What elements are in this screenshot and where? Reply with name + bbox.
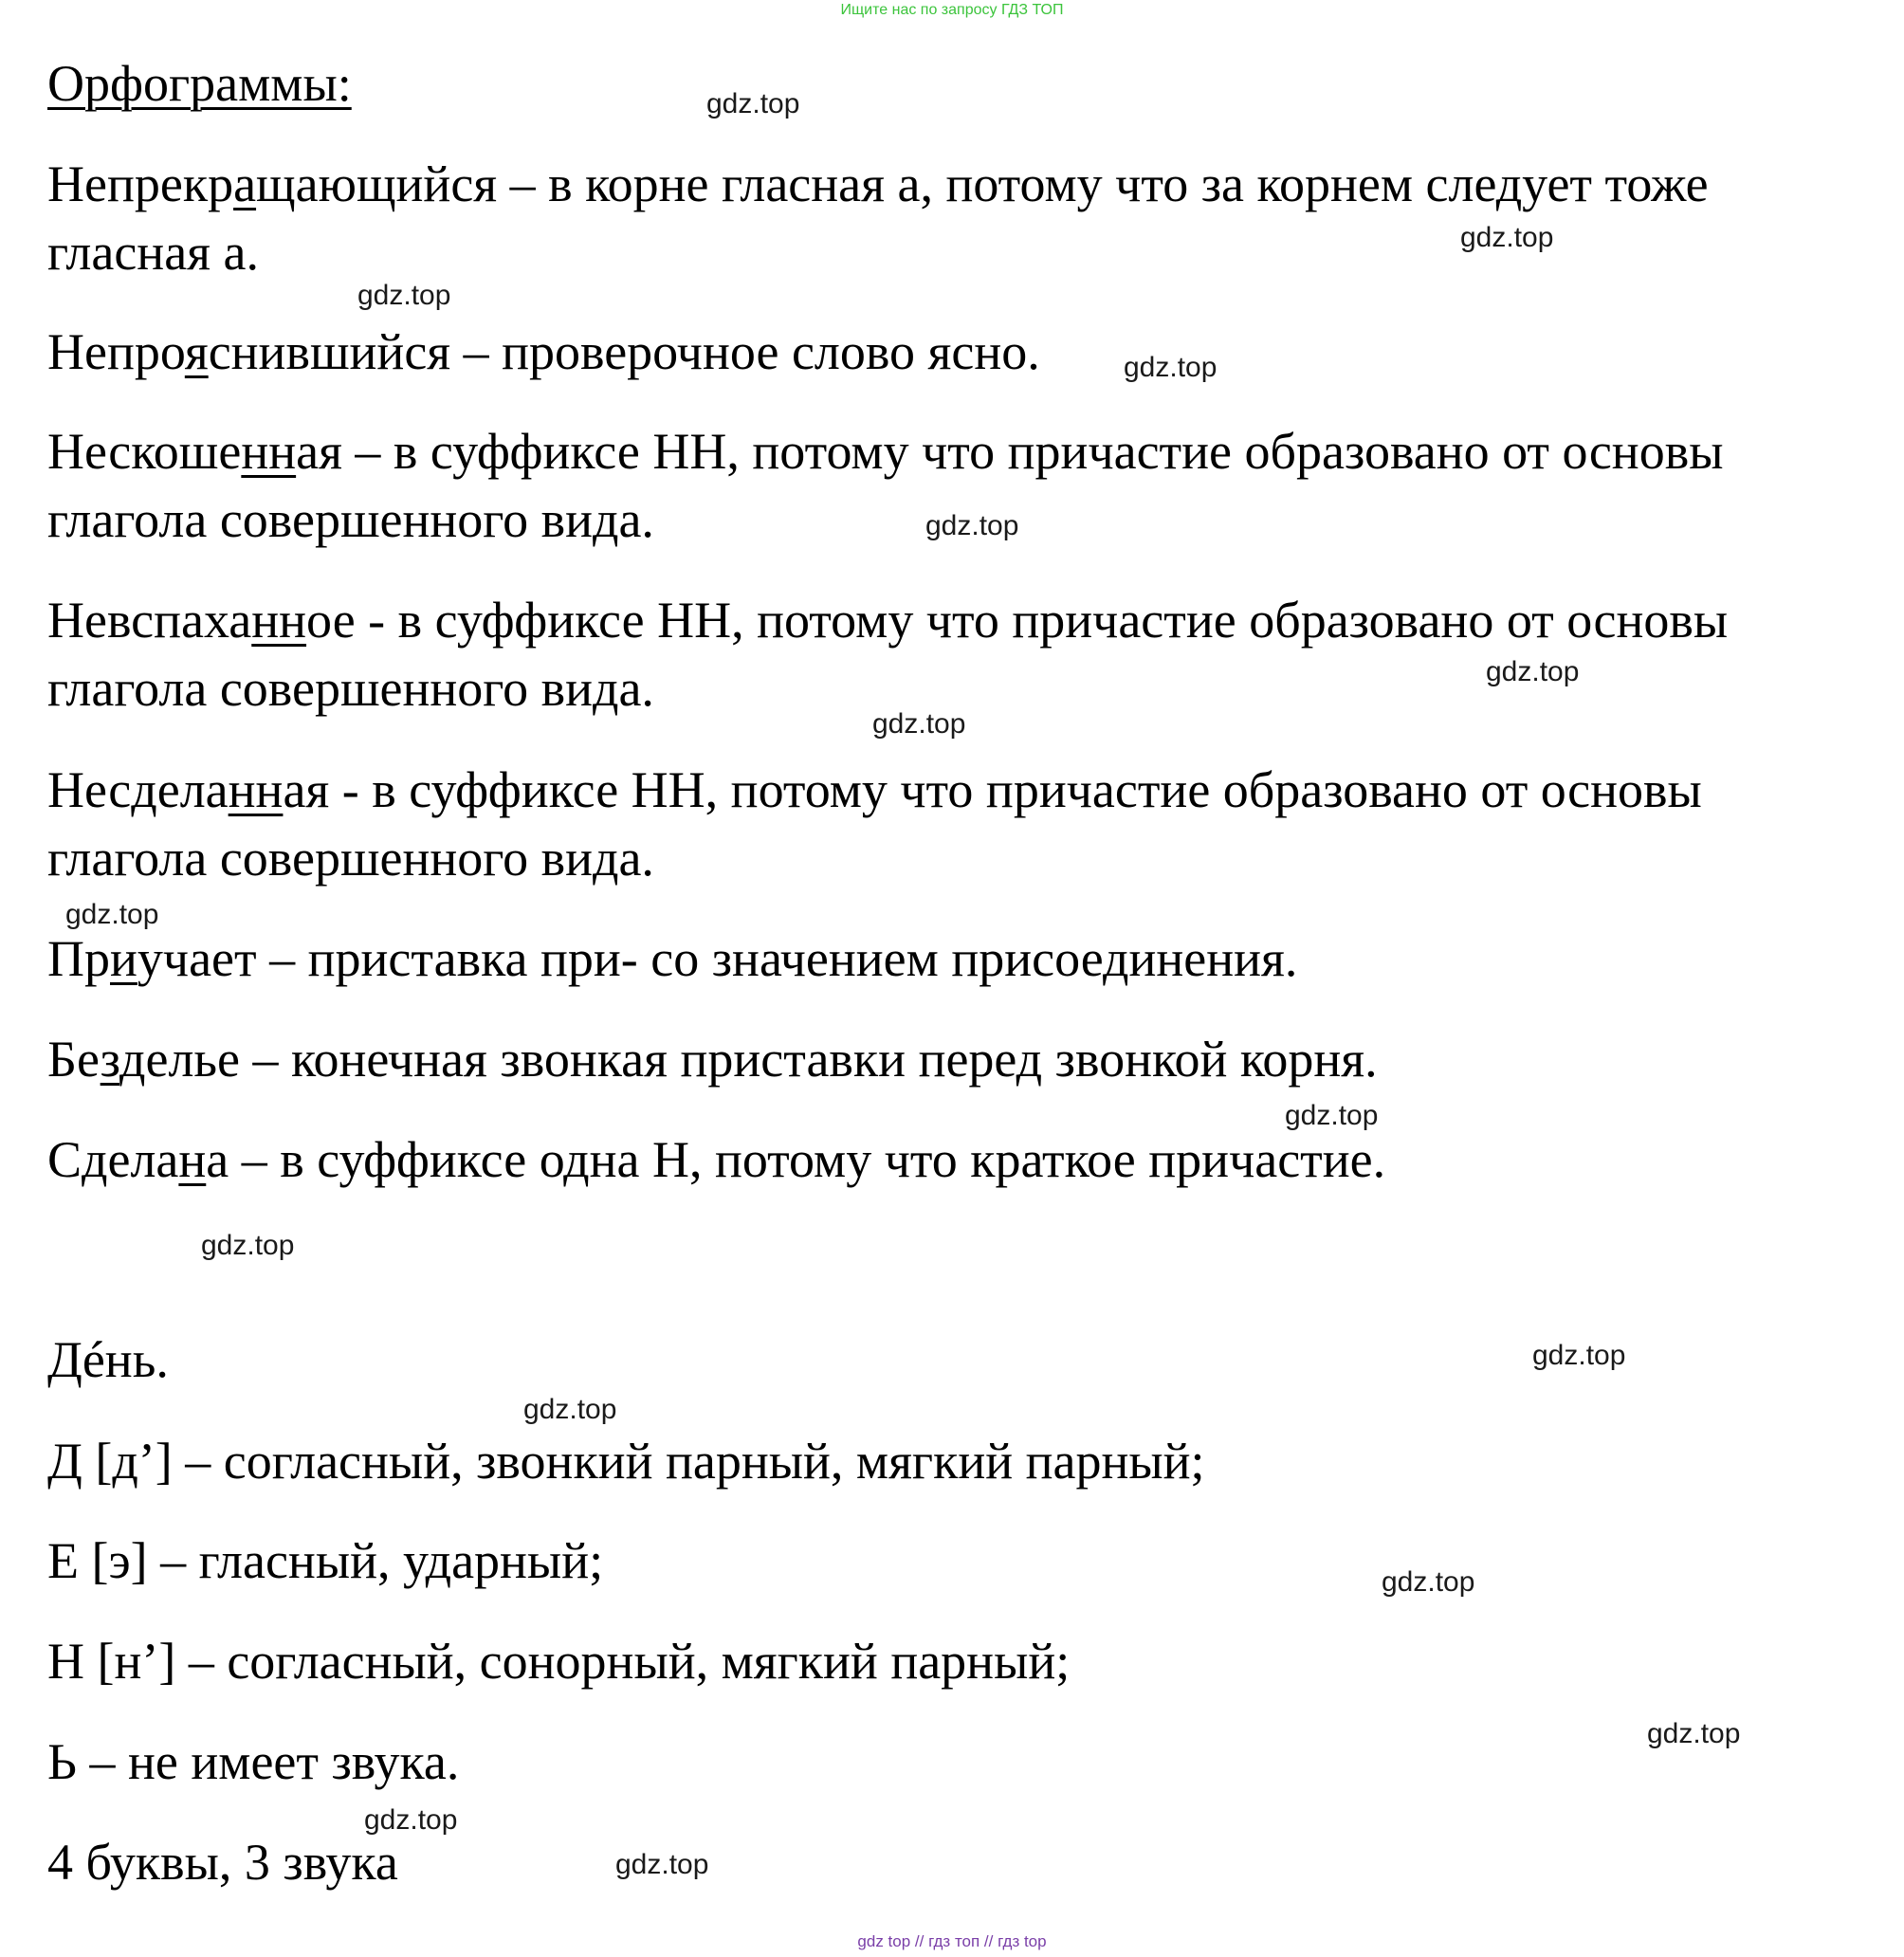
page-title: Орфограммы:	[47, 55, 352, 112]
underlined-letter: и	[110, 930, 137, 987]
watermark: gdz.top	[872, 708, 966, 740]
phonetic-line-4: Ь – не имеет звука.	[47, 1733, 460, 1790]
spelling-line-3: Нескошенная – в суффиксе НН, потому что причастие образовано от основы	[47, 423, 1724, 480]
watermark: gdz.top	[357, 280, 451, 311]
watermark: gdz.top	[1486, 656, 1580, 687]
watermark: gdz.top	[1460, 222, 1554, 253]
phonetic-line-1: Д [д’] – согласный, звонкий парный, мягкий парный;	[47, 1433, 1205, 1490]
watermark: gdz.top	[364, 1804, 458, 1836]
underlined-letter: а	[233, 155, 257, 212]
watermark: gdz.top	[201, 1230, 295, 1261]
spelling-line-2: Непрояснившийся – проверочное слово ясно.	[47, 323, 1040, 380]
watermark: gdz.top	[1382, 1566, 1475, 1598]
spelling-line-7: Безделье – конечная звонкая приставки перед звонкой корня.	[47, 1031, 1378, 1088]
spelling-line-5-cont: глагола совершенного вида.	[47, 830, 654, 887]
spelling-line-1-cont: гласная а.	[47, 224, 259, 281]
phonetic-line-2: Е [э] – гласный, ударный;	[47, 1532, 604, 1589]
underlined-letter: з	[100, 1031, 119, 1088]
spelling-line-4-cont: глагола совершенного вида.	[47, 660, 654, 717]
bottom-footer: gdz top // гдз топ // гдз top	[857, 1932, 1047, 1950]
spelling-line-4: Невспаханное - в суффиксе НН, потому что причастие образовано от основы	[47, 592, 1729, 649]
underlined-letter: нн	[228, 761, 284, 818]
phonetic-summary: 4 буквы, 3 звука	[47, 1834, 398, 1891]
watermark: gdz.top	[1532, 1340, 1626, 1371]
underlined-letter: нн	[241, 423, 297, 480]
watermark: gdz.top	[1647, 1718, 1741, 1749]
spelling-line-8: Сделана – в суффиксе одна Н, потому что краткое причастие.	[47, 1131, 1386, 1188]
spelling-line-5: Несделанная - в суффиксе НН, потому что причастие образовано от основы	[47, 761, 1702, 818]
watermark: gdz.top	[523, 1394, 617, 1425]
watermark: gdz.top	[706, 88, 800, 119]
watermark: gdz.top	[615, 1849, 709, 1880]
underlined-letter: я	[184, 323, 209, 380]
top-banner: Ищите нас по запросу ГДЗ ТОП	[840, 2, 1064, 18]
watermark: gdz.top	[925, 510, 1019, 541]
underlined-letter: нн	[251, 592, 307, 649]
watermark: gdz.top	[1124, 352, 1217, 383]
watermark: gdz.top	[1285, 1100, 1379, 1131]
spelling-line-3-cont: глагола совершенного вида.	[47, 491, 654, 548]
phonetic-line-3: Н [н’] – согласный, сонорный, мягкий парный;	[47, 1633, 1071, 1690]
phonetic-word: Дéнь.	[47, 1331, 169, 1388]
spelling-line-6: Приучает – приставка при- со значением присоединения.	[47, 930, 1298, 987]
underlined-letter: н	[178, 1131, 207, 1188]
watermark: gdz.top	[65, 899, 159, 930]
spelling-line-1: Непрекращающийся – в корне гласная а, потому что за корнем следует тоже	[47, 155, 1709, 212]
